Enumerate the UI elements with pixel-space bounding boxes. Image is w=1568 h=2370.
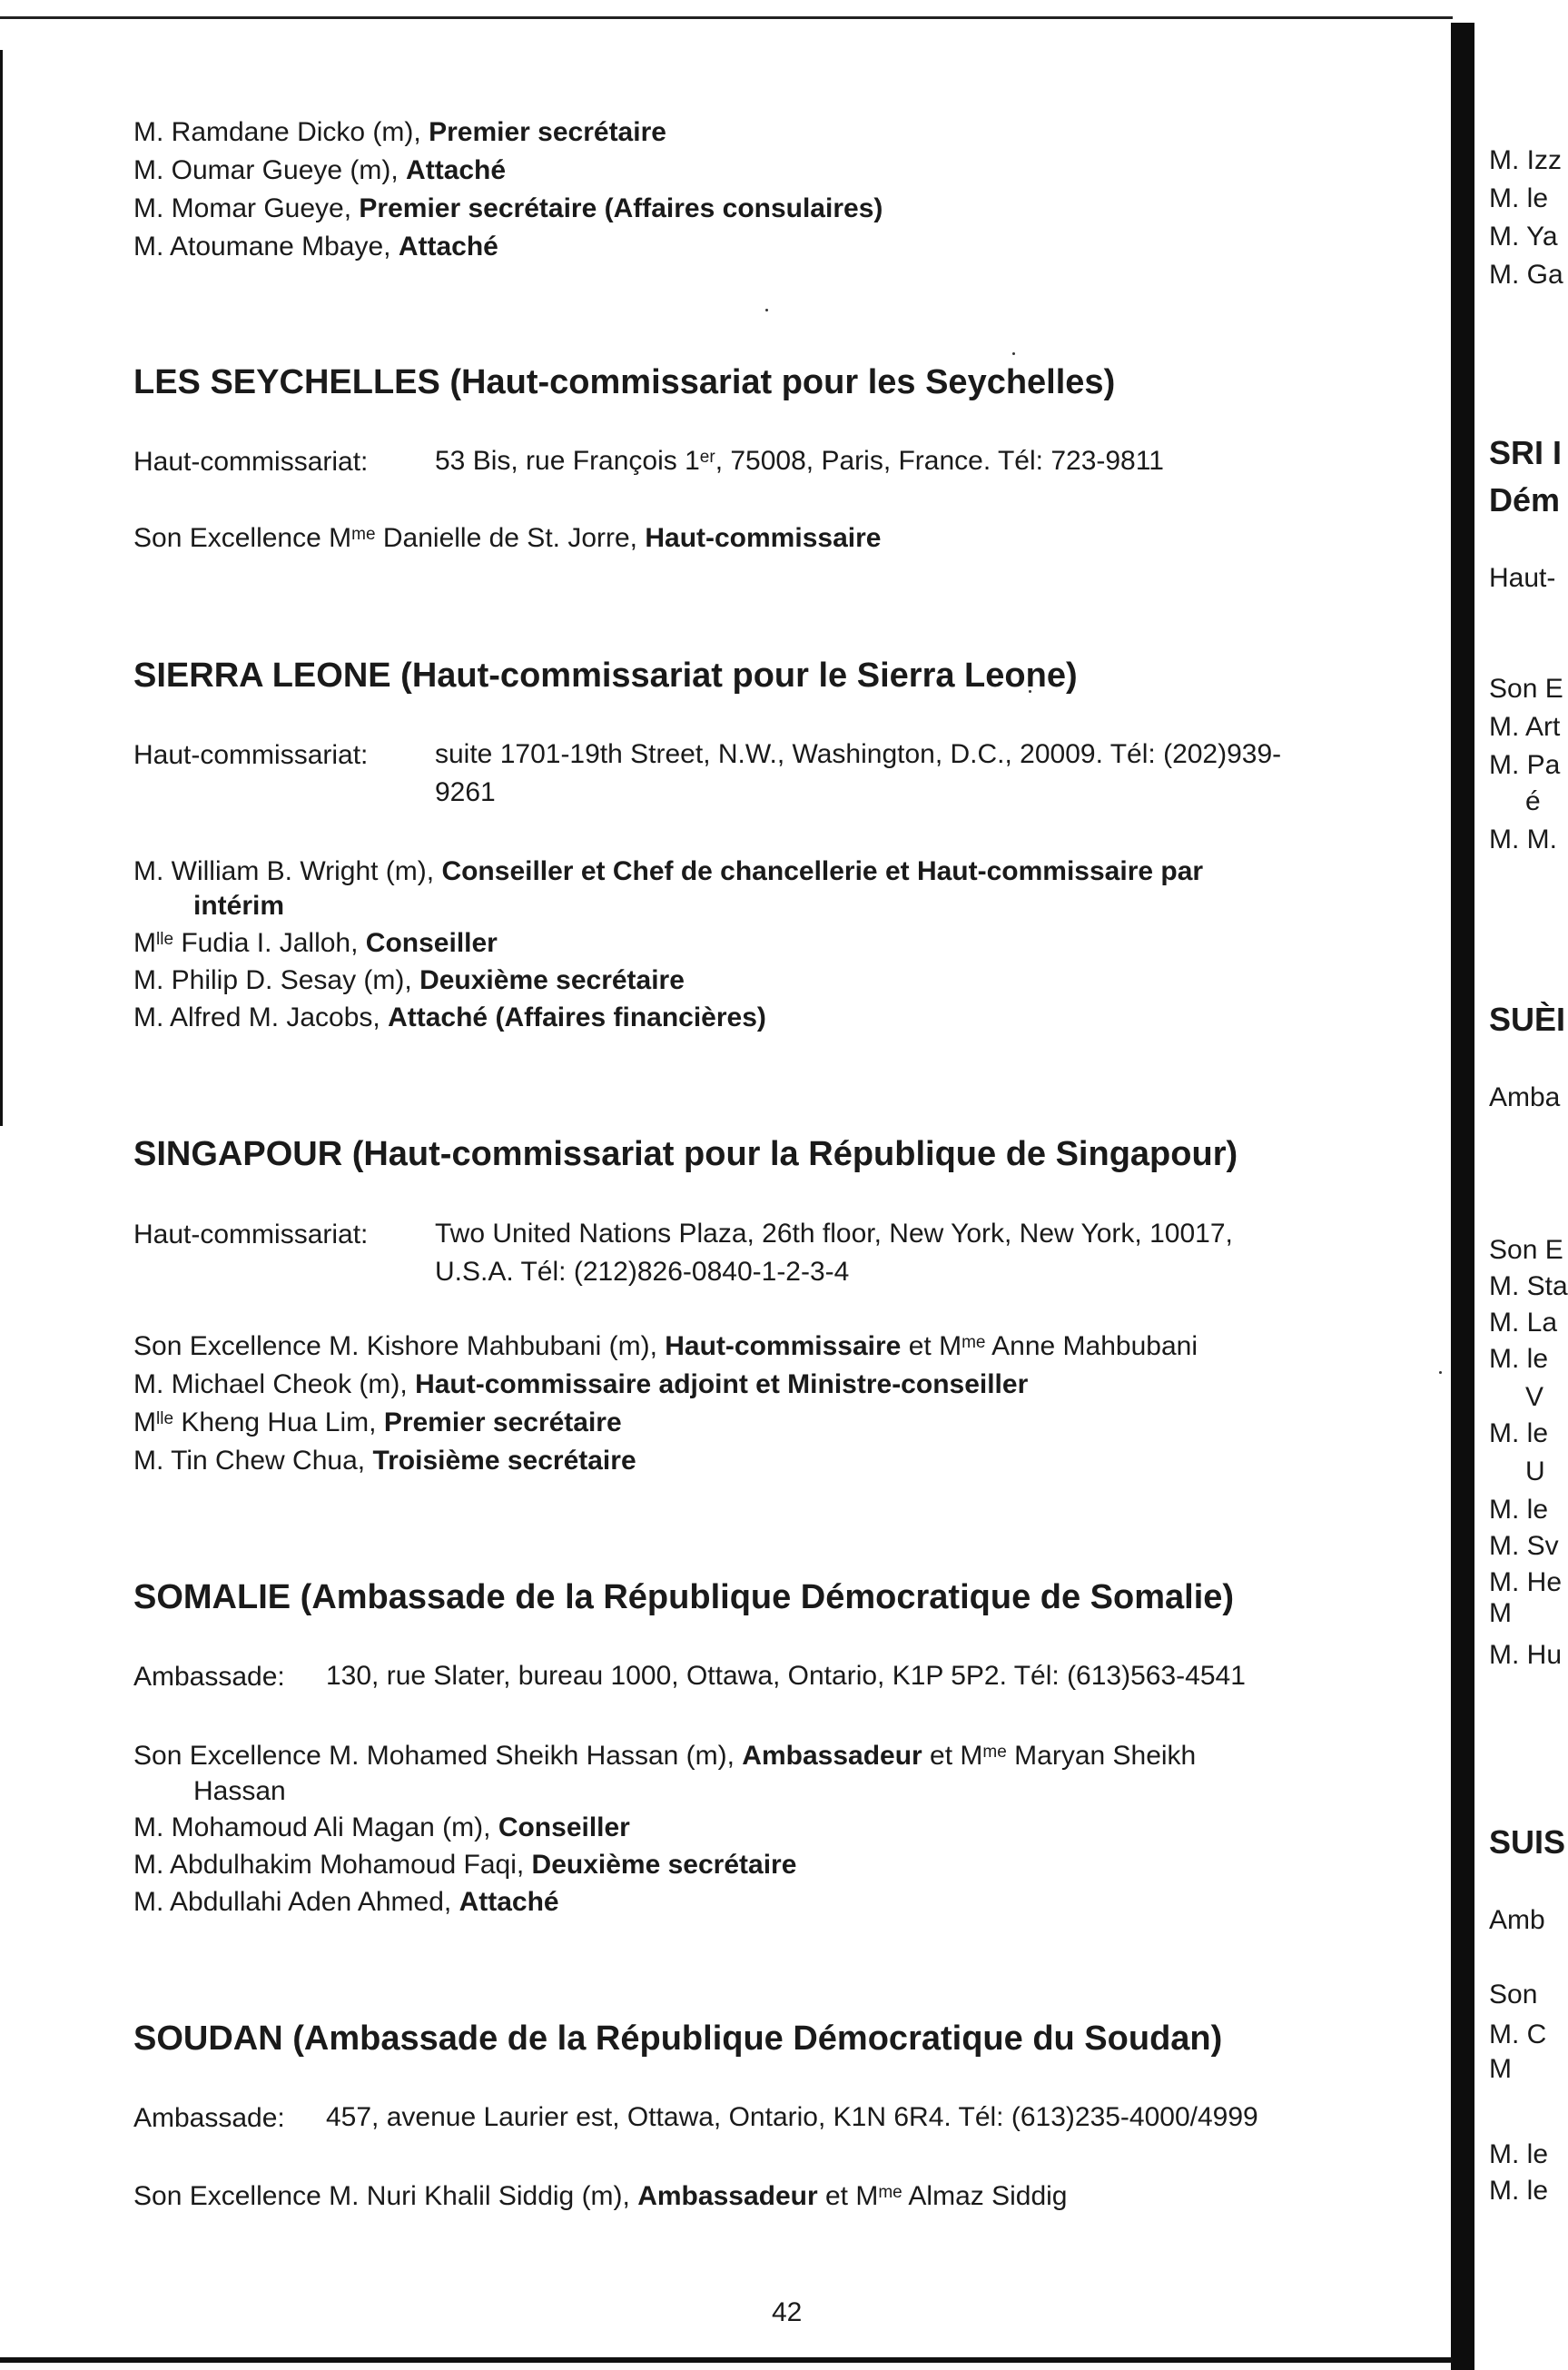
list-item: Son Excellence $M^{me}$ Danielle de St. Jorre, Haut-commissaire	[133, 523, 882, 553]
facing-text: M. Sta	[1489, 1271, 1568, 1301]
facing-text: V	[1525, 1382, 1544, 1412]
scan-top-edge	[0, 16, 1453, 19]
address-label: Ambassade:	[133, 2103, 285, 2133]
address-value: 130, rue Slater, bureau 1000, Ottawa, Ontario, K1P 5P2. Tél: (613)563-4541	[326, 1661, 1246, 1691]
facing-text: M. La	[1489, 1308, 1558, 1338]
scan-bottom-edge	[0, 2357, 1453, 2363]
facing-text: Amb	[1489, 1905, 1545, 1935]
facing-text: Amba	[1489, 1082, 1561, 1112]
list-item: M. Atoumane Mbaye, Attaché	[133, 232, 498, 262]
list-item: M. Momar Gueye, Premier secrétaire (Affaires consulaires)	[133, 193, 883, 223]
facing-text: M. Izz	[1489, 145, 1562, 175]
facing-text: M. Ga	[1489, 260, 1563, 290]
facing-text: M. Ya	[1489, 222, 1558, 252]
facing-text: M	[1489, 2054, 1512, 2084]
facing-text: M. le	[1489, 2139, 1549, 2169]
address-label: Ambassade:	[133, 1662, 285, 1692]
address-label: Haut-commissariat:	[133, 740, 369, 770]
list-item: M. Ramdane Dicko (m), Premier secrétaire	[133, 117, 666, 147]
list-item: M. Alfred M. Jacobs, Attaché (Affaires financières)	[133, 1002, 766, 1032]
list-item-continuation: Hassan	[193, 1776, 286, 1806]
list-item: $M^{lle}$ Fudia I. Jalloh, Conseiller	[133, 928, 498, 958]
address-value: Two United Nations Plaza, 26th floor, New York, New York, 10017, U.S.A. Tél: (212)826-0840-1-2-3-4	[435, 1219, 1233, 1287]
facing-heading: SRI I	[1489, 434, 1563, 471]
list-item: M. Mohamoud Ali Magan (m), Conseiller	[133, 1812, 630, 1842]
facing-text: M. Pa	[1489, 750, 1561, 780]
facing-heading: Dém	[1489, 481, 1561, 518]
section-heading-somalie: SOMALIE (Ambassade de la République Démocratique de Somalie)	[133, 1578, 1235, 1616]
section-heading-sierra-leone: SIERRA LEONE (Haut-commissariat pour le Sierra Leone)	[133, 657, 1078, 695]
facing-text: M. le	[1489, 1344, 1549, 1374]
list-item: $M^{lle}$ Kheng Hua Lim, Premier secrétaire	[133, 1407, 622, 1437]
facing-text: M. C	[1489, 2019, 1547, 2049]
facing-heading: SUIS	[1489, 1823, 1566, 1861]
facing-text: M	[1489, 1598, 1512, 1628]
facing-text: M. le	[1489, 183, 1549, 213]
facing-text: M. le	[1489, 2176, 1549, 2206]
scan-left-edge	[0, 50, 3, 1126]
list-item: M. Abdulhakim Mohamoud Faqi, Deuxième secrétaire	[133, 1850, 797, 1880]
scan-speck	[1012, 352, 1015, 355]
facing-text: M. He	[1489, 1567, 1563, 1597]
scan-speck	[765, 309, 768, 311]
section-heading-singapour: SINGAPOUR (Haut-commissariat pour la République de Singapour)	[133, 1135, 1238, 1173]
facing-text: Son	[1489, 1980, 1538, 2010]
list-item: M. Philip D. Sesay (m), Deuxième secrétaire	[133, 965, 685, 995]
book-spine-shadow	[1451, 23, 1474, 2370]
list-item: M. Abdullahi Aden Ahmed, Attaché	[133, 1887, 559, 1917]
facing-text: M. M.	[1489, 825, 1557, 854]
list-item-continuation: intérim	[193, 891, 285, 921]
page-number: 42	[772, 2297, 803, 2327]
facing-text: M. Sv	[1489, 1531, 1559, 1561]
section-heading-soudan: SOUDAN (Ambassade de la République Démocratique du Soudan)	[133, 2019, 1223, 2058]
facing-text: M. le	[1489, 1495, 1549, 1525]
facing-heading: SUÈI	[1489, 1001, 1566, 1038]
list-item: Son Excellence M. Nuri Khalil Siddig (m), Ambassadeur et $M^{me}$ Almaz Siddig	[133, 2181, 1068, 2211]
list-item: M. Tin Chew Chua, Troisième secrétaire	[133, 1446, 636, 1476]
address-value: 457, avenue Laurier est, Ottawa, Ontario, K1N 6R4. Tél: (613)235-4000/4999	[326, 2102, 1258, 2132]
address-label: Haut-commissariat:	[133, 447, 369, 477]
address-label: Haut-commissariat:	[133, 1220, 369, 1249]
facing-text: M. le	[1489, 1418, 1549, 1448]
list-item: Son Excellence M. Kishore Mahbubani (m), Haut-commissaire et $M^{me}$ Anne Mahbubani	[133, 1331, 1198, 1361]
list-item: Son Excellence M. Mohamed Sheikh Hassan (m), Ambassadeur et $M^{me}$ Maryan Sheikh	[133, 1741, 1197, 1771]
address-value: 53 Bis, rue François 1er, 75008, Paris, France. Tél: 723-9811	[435, 446, 1164, 476]
facing-text: Son E	[1489, 1235, 1563, 1265]
list-item: M. William B. Wright (m), Conseiller et Chef de chancellerie et Haut-commissaire par	[133, 856, 1204, 886]
facing-page-fragment	[1474, 0, 1568, 2370]
scan-speck	[1439, 1371, 1442, 1374]
list-item: M. Michael Cheok (m), Haut-commissaire adjoint et Ministre-conseiller	[133, 1369, 1029, 1399]
facing-text: M. Art	[1489, 712, 1561, 742]
facing-text: Son E	[1489, 674, 1563, 704]
list-item: M. Oumar Gueye (m), Attaché	[133, 155, 507, 185]
facing-text: M. Hu	[1489, 1640, 1563, 1670]
facing-text: U	[1525, 1457, 1545, 1486]
facing-text: é	[1525, 786, 1541, 816]
section-heading-seychelles: LES SEYCHELLES (Haut-commissariat pour les Seychelles)	[133, 363, 1116, 401]
address-value: suite 1701-19th Street, N.W., Washington, D.C., 20009. Tél: (202)939- 9261	[435, 739, 1282, 807]
facing-text: Haut-	[1489, 563, 1556, 593]
